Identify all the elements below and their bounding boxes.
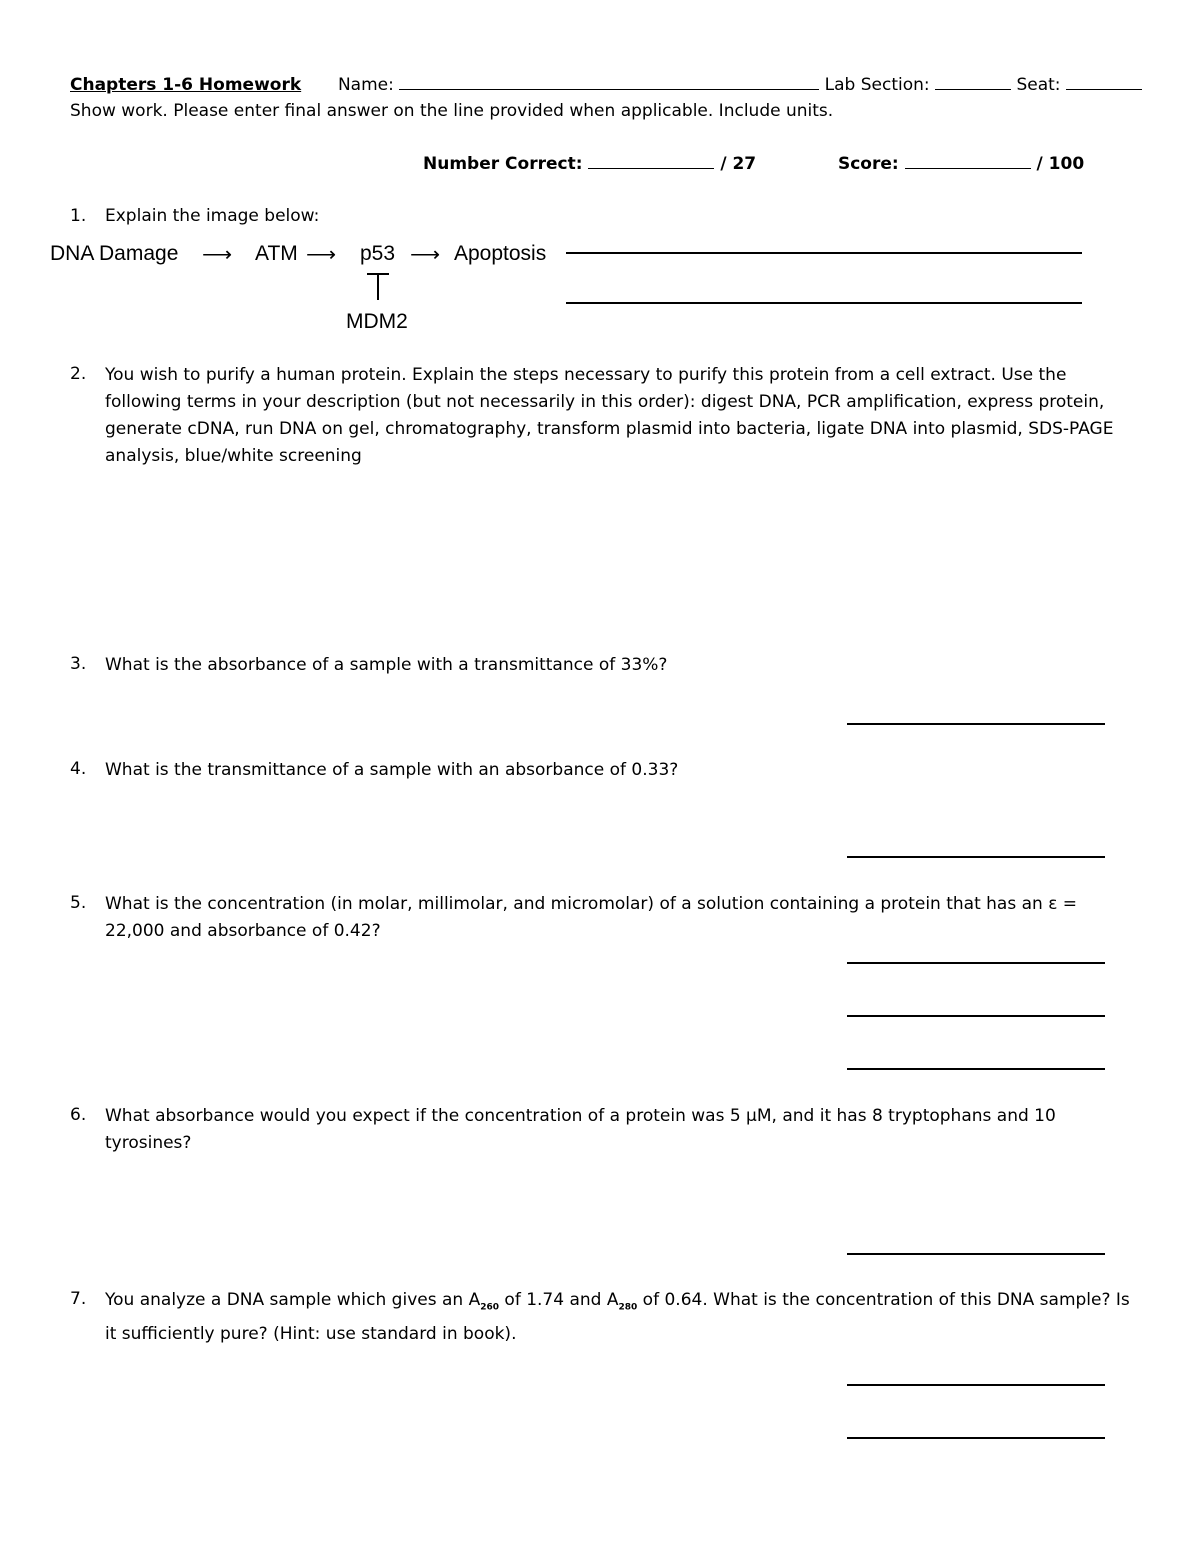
arrow-1: ⟶ (202, 243, 233, 266)
q1-answer-line-2[interactable] (566, 302, 1082, 304)
q6-text: What absorbance would you expect if the concentration of a protein was 5 μM, and it has 8 tryptophans and 10 tyrosines? (105, 1106, 1056, 1153)
q5-answer-line-molar[interactable] (847, 962, 1105, 964)
q5-number: 5. (70, 893, 87, 913)
q2-number: 2. (70, 364, 87, 384)
q7-text-part-3: of 0.64. What is the concentration of this DNA sample? Is it sufficiently pure? (Hint: use standard in book). (105, 1290, 1130, 1345)
q7-answer-line-concentration[interactable] (847, 1384, 1105, 1386)
seat-field[interactable] (1066, 75, 1142, 90)
score-field[interactable] (905, 154, 1031, 169)
apoptosis-label: Apoptosis (454, 242, 547, 265)
q3-answer-line[interactable] (847, 723, 1105, 725)
atm-label: ATM (255, 242, 298, 265)
q1-answer-line-1[interactable] (566, 252, 1082, 254)
inhibition-stem-icon (377, 274, 379, 300)
lab-section-label: Lab Section: (824, 75, 930, 95)
pathway-diagram (50, 242, 178, 266)
q7-sub-280: 280 (618, 1302, 638, 1313)
q6-answer-line[interactable] (847, 1253, 1105, 1255)
arrow-2: ⟶ (306, 243, 337, 266)
q7-text-part-2: of 1.74 and A (499, 1290, 619, 1310)
q5-answer-line-micromolar[interactable] (847, 1068, 1105, 1070)
q7-answer-line-purity[interactable] (847, 1437, 1105, 1439)
lab-section-field[interactable] (935, 75, 1011, 90)
mdm2-label: MDM2 (346, 310, 408, 333)
score-line (423, 154, 1084, 174)
q4-number: 4. (70, 759, 87, 779)
name-field[interactable] (399, 75, 819, 90)
number-correct-field[interactable] (588, 154, 714, 169)
q1-number: 1. (70, 206, 87, 226)
q5-answer-line-millimolar[interactable] (847, 1015, 1105, 1017)
seat-label: Seat: (1016, 75, 1061, 95)
q7-text-part-1: You analyze a DNA sample which gives an A (105, 1290, 481, 1310)
q7-text (105, 1287, 1135, 1348)
instructions: Show work. Please enter final answer on the line provided when applicable. Include units. (70, 101, 834, 121)
q3-number: 3. (70, 654, 87, 674)
q7-number: 7. (70, 1289, 87, 1309)
score-total: / 100 (1036, 154, 1085, 174)
q1-text: Explain the image below: (105, 206, 320, 226)
header-line (70, 75, 1142, 95)
q7-sub-260: 260 (480, 1302, 500, 1313)
q5-text: What is the concentration (in molar, millimolar, and micromolar) of a solution containing a protein that has an ε = 22,000 and absorbance of 0.42? (105, 894, 1078, 941)
p53-label: p53 (360, 242, 396, 265)
name-label: Name: (337, 75, 394, 95)
number-correct-label: Number Correct: (423, 154, 583, 174)
number-correct-total: / 27 (720, 154, 757, 174)
arrow-3: ⟶ (410, 243, 441, 266)
q2-text: You wish to purify a human protein. Explain the steps necessary to purify this protein from a cell extract. Use the following terms in your description (but not necessarily in this order): digest DNA, PCR amplification, express protein, generate cDNA, run DNA on gel, chromatography, transform plasmid into bacteria, ligate DNA into plasmid, SDS-PAGE analysis, blue/white screening (105, 365, 1114, 466)
dna-damage-label: DNA Damage (50, 242, 179, 265)
q3-text: What is the absorbance of a sample with a transmittance of 33%? (105, 655, 668, 675)
score-label: Score: (837, 154, 899, 174)
q4-answer-line[interactable] (847, 856, 1105, 858)
q4-text: What is the transmittance of a sample with an absorbance of 0.33? (105, 760, 679, 780)
q6-number: 6. (70, 1105, 87, 1125)
page-title: Chapters 1-6 Homework (70, 75, 302, 95)
